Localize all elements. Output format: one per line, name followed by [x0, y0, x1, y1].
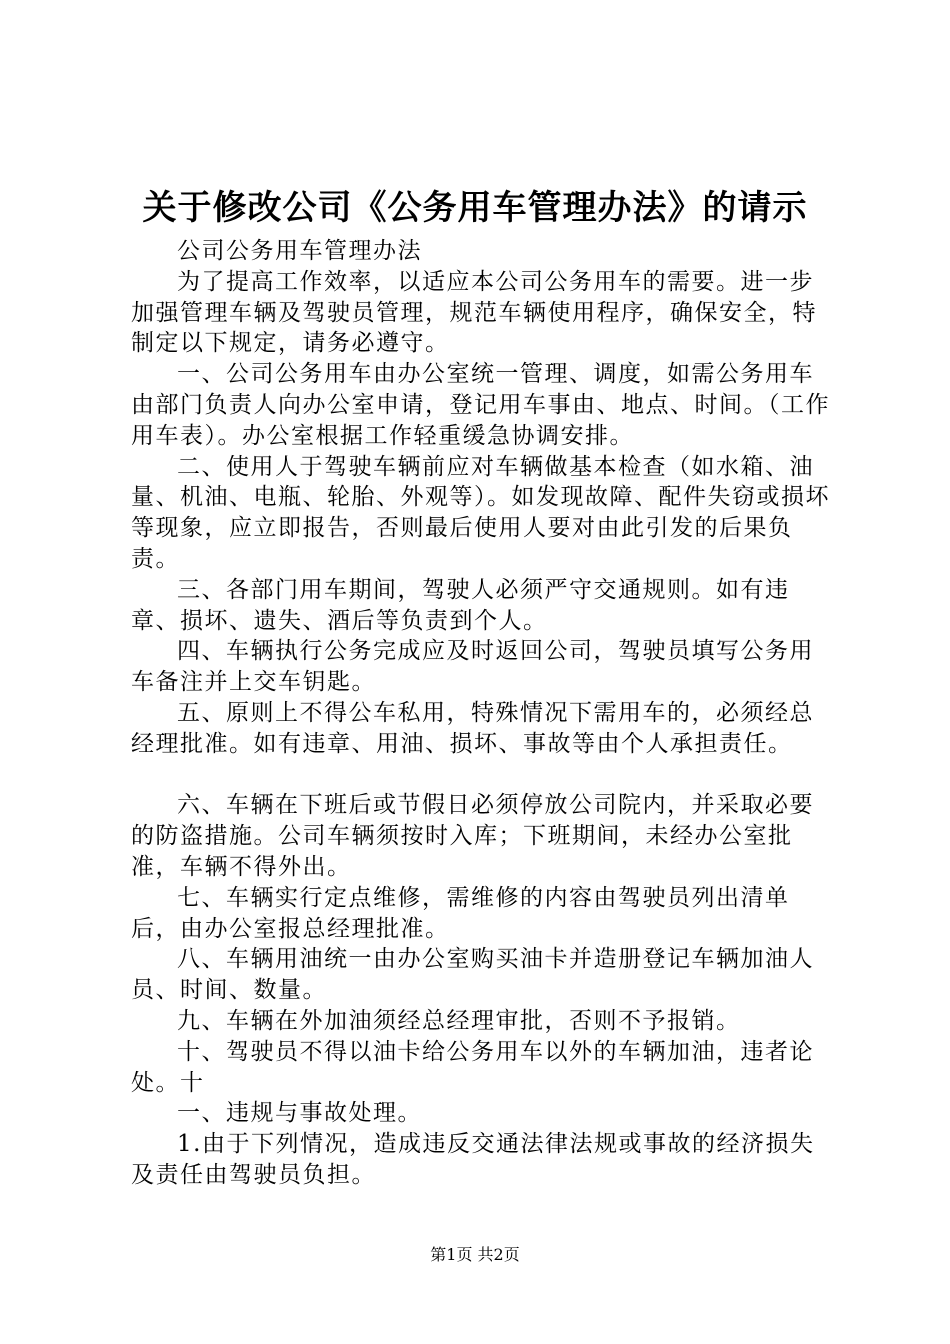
paragraph-heading: 公司公务用车管理办法	[177, 238, 422, 264]
paragraph-rule-6: 六、车辆在下班后或节假日必须停放公司院内，并采取必要的防盗措施。公司车辆须按时入库；下班期间，未经办公室批准，车辆不得外出。	[131, 792, 814, 880]
paragraph-intro: 为了提高工作效率，以适应本公司公务用车的需要。进一步加强管理车辆及驾驶员管理，规范车辆使用程序，确保安全，特制定以下规定，请务必遵守。	[131, 268, 817, 357]
paragraph-rule-5: 五、原则上不得公车私用，特殊情况下需用车的，必须经总经理批准。如有违章、用油、损坏、事故等由个人承担责任。	[131, 699, 814, 757]
paragraph-rule-9: 九、车辆在外加油须经总经理审批，否则不予报销。	[177, 1007, 741, 1034]
paragraph-rule-7: 七、车辆实行定点维修，需维修的内容由驾驶员列出清单后，由办公室报总经理批准。	[131, 884, 790, 942]
document-title: 关于修改公司《公务用车管理办法》的请示	[142, 188, 808, 228]
paragraph-rule-2: 二、使用人于驾驶车辆前应对车辆做基本检查（如水箱、油量、机油、电瓶、轮胎、外观等）。如发现故障、配件失窃或损坏等现象，应立即报告，否则最后使用人要对由此引发的后果负责。	[131, 453, 830, 572]
paragraph-spacer	[131, 760, 831, 791]
document-body	[131, 236, 831, 1191]
paragraph-rule-8: 八、车辆用油统一由办公室购买油卡并造册登记车辆加油人员、时间、数量。	[131, 946, 814, 1004]
paragraph-rule-4: 四、车辆执行公务完成应及时返回公司，驾驶员填写公务用车备注并上交车钥匙。	[131, 638, 814, 696]
paragraph-rule-1: 一、公司公务用车由办公室统一管理、调度，如需公务用车由部门负责人向办公室申请，登记用车事由、地点、时间。（工作用车表）。办公室根据工作轻重缓急协调安排。	[131, 361, 830, 449]
paragraph-violation-heading: 一、违规与事故处理。	[177, 1100, 422, 1127]
page-footer: 第1页 共2页	[430, 1245, 520, 1264]
paragraph-rule-3: 三、各部门用车期间，驾驶人必须严守交通规则。如有违章、损坏、遗失、酒后等负责到个人。	[131, 576, 790, 634]
paragraph-rule-10: 十、驾驶员不得以油卡给公务用车以外的车辆加油，违者论处。十	[131, 1038, 814, 1096]
paragraph-violation-item-1: 1.由于下列情况，造成违反交通法律法规或事故的经济损失及责任由驾驶员负担。	[131, 1131, 815, 1188]
